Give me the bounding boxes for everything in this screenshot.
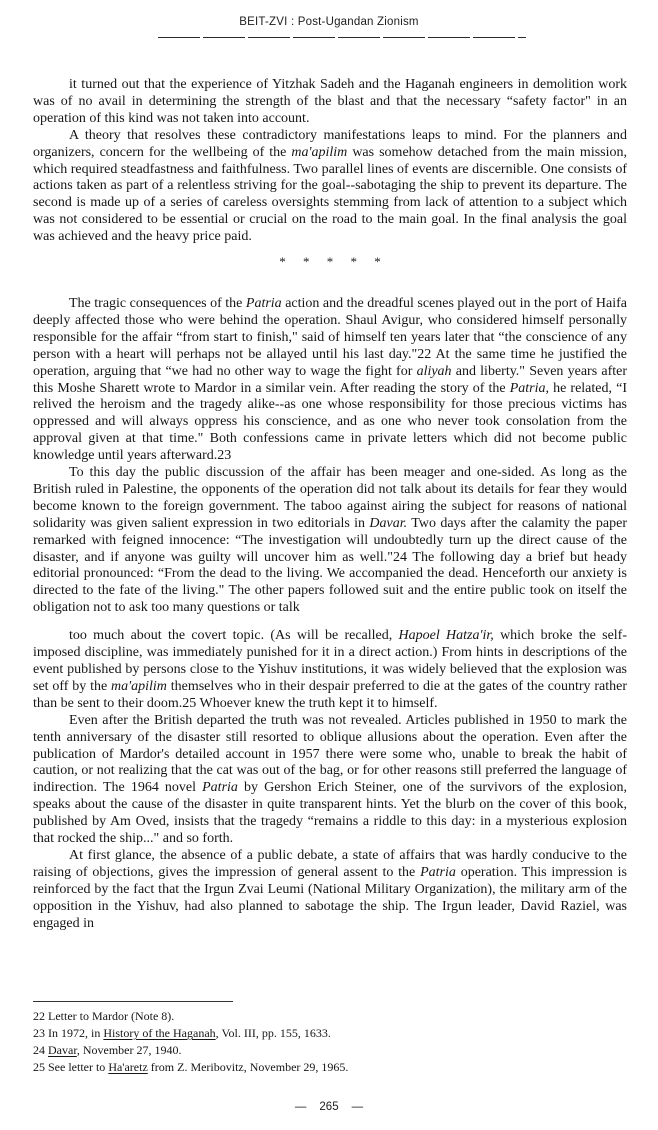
- page-body: [33, 77, 627, 933]
- italic-text-run: Hapoel Hatza'ir,: [398, 628, 494, 644]
- running-header-title: BEIT-ZVI : Post-Ugandan Zionism: [239, 16, 419, 28]
- footnotes: [33, 1008, 627, 1076]
- text-run: , Vol. III, pp. 155, 1633.: [215, 1026, 331, 1040]
- text-run: was somehow detached from the main mission, which required steadfastness and faithfulness. Two parallel lines of events are discernible. One consists of actions taken as part of a relentless striving for the goal--sabotaging the ship to prevent its departure. The second is made up of a series of careless oversights stemming from lack of attention to a subject which was not considered to be essential or crucial on the road to the main goal. In the final analysis the goal was achieved and the heavy price paid.: [33, 144, 627, 245]
- italic-text-run: aliyah: [416, 363, 452, 379]
- italic-text-run: Patria: [420, 864, 456, 880]
- text-run: which broke the self-imposed discipline, was immediately punished for it in a direct action.) From hints in descriptions of the event published by persons close to the Yishuv institutions, it was widely believed that the explosion was set off by the: [33, 628, 627, 694]
- text-run: 25 See letter to: [33, 1060, 109, 1074]
- footer-dash-right: —: [351, 1101, 364, 1113]
- italic-text-run: Patria: [245, 295, 282, 311]
- paragraph: [33, 713, 627, 848]
- text-run: The tragic consequences of the: [69, 295, 246, 311]
- italic-text-run: Patria: [202, 780, 238, 796]
- footnote: [33, 1042, 627, 1059]
- text-run: A theory that resolves these contradictory manifestations leaps to mind. For the planners and organizers, concern for the wellbeing of the: [33, 127, 627, 160]
- text-run: operation. This impression is reinforced by the fact that the Irgun Zvai Leumi (National Military Organization), the military arm of the opposition in the Yishuv, had also planned to sabotage the ship. The Irgun leader, David Raziel, was engaged in: [33, 864, 627, 931]
- underlined-source-title: Ha'aretz: [108, 1060, 148, 1074]
- footnote: [33, 1025, 627, 1042]
- footnote-rule: [33, 1001, 233, 1002]
- text-run: , November 27, 1940.: [76, 1043, 182, 1057]
- text-run: Two days after the calamity the paper remarked with feigned innocence: “The investigation will undoubtedly turn up the direct cause of the disaster, and if anyone was guilty will uncover him as well."24 The following day a brief but heady editorial pronounced: “From the dead to the living. We accompanied the dead. Henceforth our anxiety is directed to the fate of the living." The other papers followed suit and the entire public took on itself the obligation not to ask too many questions or talk: [33, 515, 627, 616]
- underlined-source-title: Davar: [48, 1043, 77, 1057]
- footnote: [33, 1059, 627, 1076]
- page-footer: [0, 1101, 658, 1113]
- italic-text-run: Patria,: [509, 380, 549, 396]
- text-run: Even after the British departed the truth was not revealed. Articles published in 1950 to mark the tenth anniversary of the disaster still resorted to oblique allusions about the operation. Even after the publication of Mardor's detailed account in 1957 there were some who, unable to break the habit of caution, or not realizing that the cat was out of the bag, or for other reasons still preferred the language of indirection. The 1964 novel: [33, 712, 627, 796]
- footnote: [33, 1008, 627, 1025]
- italic-text-run: ma'apilim: [291, 144, 348, 160]
- running-header: [0, 16, 658, 28]
- paragraph: [33, 848, 627, 933]
- text-run: At first glance, the absence of a public debate, a state of affairs that was hardly conducive to the raising of objections, gives the impression of general assent to the: [33, 847, 627, 880]
- text-run: too much about the covert topic. (As will be recalled,: [69, 628, 399, 644]
- text-run: it turned out that the experience of Yitzhak Sadeh and the Haganah engineers in demolition work was of no avail in determining the strength of the blast and that the necessary “safety factor" in an operation of this kind was not taken into account.: [33, 77, 627, 126]
- paragraph: [33, 628, 627, 713]
- paragraph: [33, 77, 627, 128]
- header-rule: [158, 37, 526, 38]
- text-run: he related, “I relived the heroism and the tragedy alike--as one whose responsibility for those precious victims has oppressed and will always oppress his conscience, and as one who never took consolation from the approval given at that time." Both confessions came in private letters which did not become public knowledge until years afterward.23: [33, 380, 627, 464]
- text-run: themselves who in their despair preferred to die at the gates of the country rather than be sent to their doom.25 Whoever knew the truth kept it to himself.: [33, 678, 628, 711]
- text-run: by Gershon Erich Steiner, one of the survivors of the explosion, speaks about the cause of the disaster in quite transparent hints. Yet the blurb on the cover of this book, published by Am Oved, insists that the tragedy “remains a riddle to this day: in a mysterious explosion that rocked the ship..." and so forth.: [33, 780, 628, 847]
- text-run: To this day the public discussion of the affair has been meager and one-sided. As long as the British ruled in Palestine, the opponents of the operation did not talk about its details for fear they would become known to the foreign government. The taboo against airing the subject for reasons of national solidarity was given salient expression in two editorials in: [33, 465, 627, 531]
- italic-text-run: ma'apilim: [111, 678, 167, 694]
- text-run: 23 In 1972, in: [33, 1026, 104, 1040]
- paragraph: [33, 296, 627, 465]
- footer-dash-left: —: [294, 1101, 307, 1113]
- text-run: action and the dreadful scenes played out in the port of Haifa deeply affected those who were behind the operation. Shaul Avigur, who considered himself personally responsible for the affair “from start to finish," said of himself ten years later that “the conscience of any person with a heart will perhaps not be allayed until his last day."22 At the same time he justified the operation, arguing that “we had no other way to wage the fight for: [33, 295, 627, 379]
- page-number: 265: [319, 1101, 339, 1113]
- underlined-source-title: History of the Haganah: [103, 1026, 216, 1040]
- paragraph: [33, 128, 627, 246]
- text-run: from Z. Meribovitz, November 29, 1965.: [147, 1060, 349, 1074]
- paragraph: [33, 465, 627, 617]
- section-separator-stars: * * * * *: [279, 254, 381, 270]
- text-run: and liberty." Seven years after this Moshe Sharett wrote to Mardor in a similar vein. After reading the story of the: [33, 363, 627, 396]
- italic-text-run: Davar.: [369, 515, 408, 531]
- text-run: 24: [33, 1043, 48, 1057]
- text-run: 22 Letter to Mardor (Note 8).: [33, 1009, 175, 1023]
